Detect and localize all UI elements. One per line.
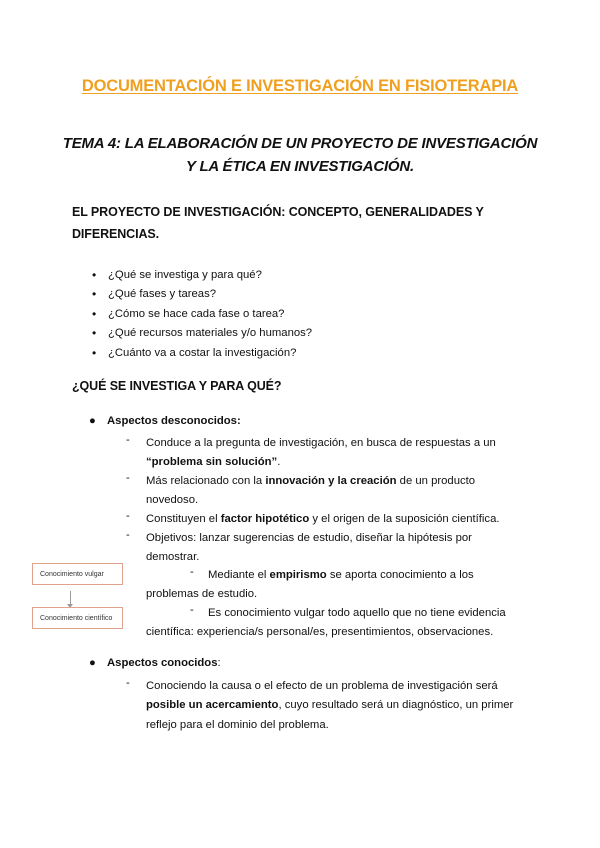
text-line: problemas de estudio. [146,588,258,601]
desconocidos-item-4 [146,529,556,568]
text-span: Más relacionado con la [146,475,266,487]
list-item: • ¿Qué fases y tareas? [92,285,312,304]
text-span: Constituyen el [146,513,221,525]
text-line: Es conocimiento vulgar todo aquello que no tiene evidencia [208,607,506,619]
text-line: Conociendo la causa o el efecto de un problema de investigación será [146,680,498,692]
list-item: • ¿Qué se investiga y para qué? [92,266,312,285]
desconocidos-subitem-2 [146,604,566,643]
bullet-dot: ● [89,657,96,669]
bold-text: posible un acercamiento [146,699,279,712]
dash-marker: - [126,677,130,689]
aspectos-desconocidos-label: Aspectos desconocidos: [107,415,241,427]
dash-marker: - [190,604,194,616]
text-line: Conduce a la pregunta de investigación, en busca de respuestas a un [146,437,496,449]
dash-marker: - [190,566,194,578]
desconocidos-item-1 [146,434,556,473]
text-line [146,566,566,585]
text-span: de un producto [396,475,476,487]
text-line [146,453,556,472]
tema-line-2: Y LA ÉTICA EN INVESTIGACIÓN. [185,158,415,175]
text-line: científica: experiencia/s personal/es, presentimientos, observaciones. [146,626,494,639]
dash-marker: - [126,510,130,522]
desconocidos-item-2 [146,472,556,511]
tema-heading [60,132,540,178]
bold-text: factor hipotético [220,513,310,525]
document-title: DOCUMENTACIÓN E INVESTIGACIÓN EN FISIOTERAPIA [81,77,519,95]
tema-line-1: TEMA 4: LA ELABORACIÓN DE UN PROYECTO DE INVESTIGACIÓN [62,135,538,152]
list-item: • ¿Qué recursos materiales y/o humanos? [92,324,312,343]
dash-marker: - [126,434,130,446]
text-span: se aporta conocimiento a los [326,569,474,581]
desconocidos-item-3 [146,510,566,529]
aspectos-desconocidos-heading [89,415,241,427]
section-heading-line-1: EL PROYECTO DE INVESTIGACIÓN: CONCEPTO, GENERALIDADES Y [72,205,484,219]
dash-marker: - [126,529,130,541]
section-heading-que-se-investiga: ¿QUÉ SE INVESTIGA Y PARA QUÉ? [72,379,282,393]
bold-text: empirismo [269,569,327,581]
questions-list [92,266,312,363]
conocimiento-vulgar-box: Conocimiento vulgar [32,563,123,585]
desconocidos-subitem-1 [146,566,566,605]
text-line: Objetivos: lanzar sugerencias de estudio, diseñar la hipótesis por [146,532,472,544]
conocidos-item-1 [146,677,566,735]
dash-marker: - [126,472,130,484]
text-span: : [217,657,221,669]
text-line: reflejo para el dominio del problema. [146,718,329,731]
section-heading-line-2: DIFERENCIAS. [72,227,160,241]
text-span: , cuyo resultado será un diagnóstico, un primer [278,699,514,712]
text-line [146,696,566,715]
text-span: . [277,456,281,469]
text-line: demostrar. [146,551,200,564]
text-span: Mediante el [208,569,270,581]
conocimiento-cientifico-box: Conocimiento científico [32,607,123,629]
text-span: y el origen de la suposición científica. [309,513,500,525]
bullet-dot: ● [89,415,96,427]
section-heading-proyecto [72,201,542,245]
bold-text: “problema sin solución” [146,456,278,469]
aspectos-conocidos-label: Aspectos conocidos [107,657,218,669]
list-item: • ¿Cuánto va a costar la investigación? [92,344,312,363]
aspectos-conocidos-heading [89,657,221,669]
list-item: • ¿Cómo se hace cada fase o tarea? [92,305,312,324]
connector-arrow-icon [70,591,71,605]
bold-text: innovación y la creación [265,475,397,487]
text-line [146,472,556,491]
text-line: novedoso. [146,494,199,507]
